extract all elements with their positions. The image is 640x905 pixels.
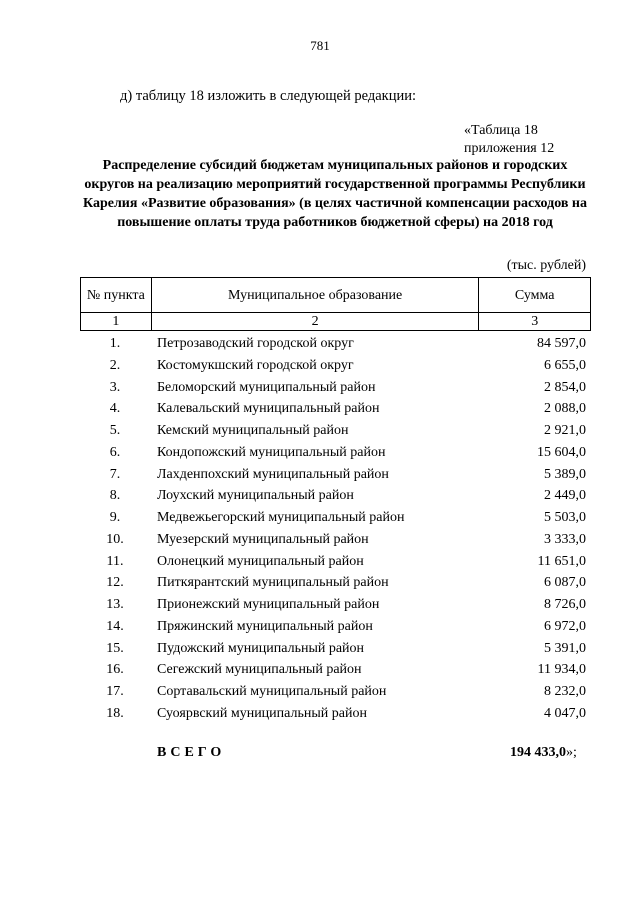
instruction-text: д) таблицу 18 изложить в следующей редакции: [120, 88, 417, 104]
table-reference-line-2: приложения 12 [464, 141, 555, 156]
total-amount: 194 433,0 [510, 745, 566, 760]
row-amount: 8 232,0 [544, 684, 586, 699]
row-number: 11. [106, 553, 124, 569]
table-row [80, 529, 591, 551]
row-number: 8. [109, 488, 121, 504]
table-row [80, 616, 591, 638]
total-suffix: »; [566, 745, 577, 760]
table-row [80, 703, 591, 725]
header-municipality: Муниципальное образование [151, 278, 479, 313]
total-value [510, 745, 577, 761]
row-amount: 11 934,0 [537, 662, 586, 678]
table-row [80, 638, 591, 660]
row-number: 14. [106, 618, 124, 634]
table-row [80, 420, 591, 442]
header-number: № пункта [81, 278, 152, 313]
row-amount: 5 389,0 [544, 466, 586, 482]
row-number: 12. [106, 575, 124, 591]
row-number: 1. [109, 336, 121, 351]
row-number: 9. [109, 510, 121, 525]
table-row [80, 333, 591, 355]
row-amount: 3 333,0 [544, 531, 586, 547]
row-municipality: Сегежский муниципальный район [157, 662, 362, 678]
row-municipality: Олонецкий муниципальный район [157, 553, 364, 569]
row-amount: 2 921,0 [544, 423, 586, 438]
table-row [80, 594, 591, 616]
row-amount: 2 449,0 [544, 488, 586, 504]
row-amount: 15 604,0 [537, 444, 586, 460]
header-amount: Сумма [479, 278, 591, 313]
row-amount: 6 087,0 [544, 575, 586, 591]
row-number: 4. [109, 401, 121, 417]
row-amount: 84 597,0 [537, 336, 586, 351]
row-number: 2. [109, 357, 121, 373]
row-number: 17. [106, 684, 124, 699]
column-numbers-row [81, 313, 591, 331]
row-number: 5. [109, 423, 121, 438]
row-municipality: Суоярвский муниципальный район [157, 705, 367, 721]
table-row [80, 377, 591, 399]
row-amount: 6 972,0 [544, 618, 586, 634]
table-row [80, 551, 591, 573]
row-municipality: Кемский муниципальный район [157, 423, 349, 438]
row-number: 18. [106, 705, 124, 721]
column-number-2: 2 [151, 313, 479, 331]
table-row [80, 507, 591, 529]
row-municipality: Муезерский муниципальный район [157, 531, 369, 547]
row-amount: 2 088,0 [544, 401, 586, 417]
row-municipality: Беломорский муниципальный район [157, 379, 376, 395]
table-row [80, 442, 591, 464]
header-row [81, 278, 591, 313]
units-label: (тыс. рублей) [506, 258, 586, 273]
row-amount: 2 854,0 [544, 379, 586, 395]
table-body [80, 333, 591, 725]
row-number: 6. [109, 444, 121, 460]
table-row [80, 681, 591, 703]
table-reference [464, 122, 584, 158]
column-number-3: 3 [479, 313, 591, 331]
table-row [80, 485, 591, 507]
row-municipality: Кондопожский муниципальный район [157, 444, 386, 460]
table-header [80, 277, 591, 331]
table-row [80, 398, 591, 420]
table-row [80, 572, 591, 594]
row-amount: 6 655,0 [544, 357, 586, 373]
row-municipality: Петрозаводский городской округ [157, 336, 354, 351]
row-amount: 4 047,0 [544, 705, 586, 721]
row-municipality: Питкярантский муниципальный район [157, 575, 389, 591]
row-amount: 5 503,0 [544, 510, 586, 525]
row-municipality: Прионежский муниципальный район [157, 597, 380, 612]
page-number: 781 [310, 38, 330, 53]
table-row [80, 355, 591, 377]
row-municipality: Медвежьегорский муниципальный район [157, 510, 405, 525]
row-number: 3. [109, 379, 121, 395]
row-municipality: Лоухский муниципальный район [157, 488, 354, 504]
row-number: 10. [106, 531, 124, 547]
row-amount: 11 651,0 [537, 553, 586, 569]
row-number: 13. [106, 597, 124, 612]
table-row [80, 464, 591, 486]
row-municipality: Костомукшский городской округ [157, 357, 354, 373]
row-amount: 5 391,0 [544, 640, 586, 656]
row-municipality: Сортавальский муниципальный район [157, 684, 387, 699]
row-municipality: Лахденпохский муниципальный район [157, 466, 389, 482]
row-municipality: Пряжинский муниципальный район [157, 618, 373, 634]
column-number-1: 1 [81, 313, 152, 331]
table-row [80, 659, 591, 681]
document-heading: Распределение субсидий бюджетам муниципальных районов и городских округов на реализацию мероприятий государственной программы Республики Карелия «Развитие образования» (в целях частичной компенсации расходов на повышение оплаты труда работников бюджетной сферы) на 2018 год [82, 158, 587, 230]
row-municipality: Калевальский муниципальный район [157, 401, 380, 417]
row-municipality: Пудожский муниципальный район [157, 640, 365, 656]
row-number: 15. [106, 640, 124, 656]
total-label: ВСЕГО [157, 745, 226, 760]
row-number: 7. [109, 466, 121, 482]
row-amount: 8 726,0 [544, 597, 586, 612]
row-number: 16. [106, 662, 124, 678]
table-reference-line-1: «Таблица 18 [464, 123, 538, 138]
